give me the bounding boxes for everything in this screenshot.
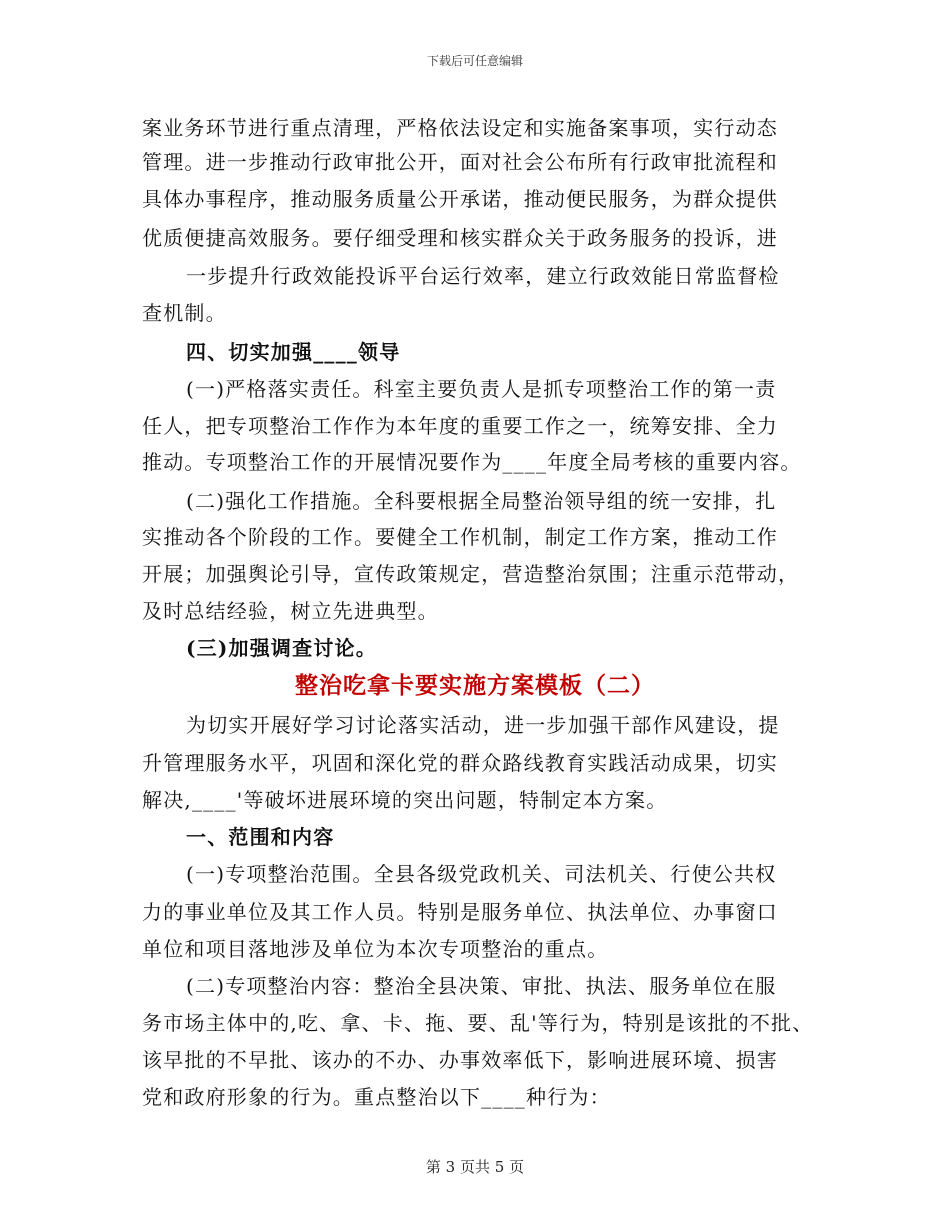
- paragraph-line: 及时总结经验，树立先进典型。: [142, 599, 439, 623]
- paragraph-line: 查机制。: [142, 301, 227, 325]
- paragraph-line: 为切实开展好学习讨论落实活动，进一步加强干部作风建设，提: [186, 713, 780, 737]
- paragraph-line: 管理。进一步推动行政审批公开，面对社会公布所有行政审批流程和: [142, 150, 778, 174]
- document-title: 整治吃拿卡要实施方案模板（二）: [295, 672, 655, 699]
- paragraph-line: 实推动各个阶段的工作。要健全工作机制，制定工作方案，推动工作: [142, 525, 778, 549]
- paragraph-line: 务市场主体中的,吃、拿、卡、拖、要、乱'等行为，特别是该批的不批、: [142, 1011, 814, 1035]
- paragraph-line: (一)严格落实责任。科室主要负责人是抓专项整治工作的第一责: [186, 377, 777, 401]
- paragraph-line: 升管理服务水平，巩固和深化党的群众路线教育实践活动成果，切实: [142, 751, 778, 775]
- paragraph-line: 单位和项目落地涉及单位为本次专项整治的重点。: [142, 937, 609, 961]
- paragraph-line: (二)强化工作措施。全科要根据全局整治领导组的统一安排，扎: [186, 489, 777, 513]
- page-footer: 第 3 页共 5 页: [425, 1158, 525, 1176]
- section-heading: 四、切实加强____领导: [186, 340, 401, 364]
- paragraph-line: 党和政府形象的行为。重点整治以下____种行为：: [142, 1085, 611, 1109]
- paragraph-line: (二)专项整治内容：整治全县决策、审批、执法、服务单位在服: [186, 974, 777, 998]
- paragraph-line: 一步提升行政效能投诉平台运行效率，建立行政效能日常监督检: [186, 264, 780, 288]
- paragraph-line: 具体办事程序，推动服务质量公开承诺，推动便民服务，为群众提供: [142, 187, 778, 211]
- section-heading: (三)加强调查讨论。: [186, 636, 377, 660]
- page-header: 下载后可任意编辑: [426, 54, 523, 68]
- paragraph-line: 优质便捷高效服务。要仔细受理和核实群众关于政务服务的投诉，进: [142, 226, 778, 250]
- paragraph-line: 推动。专项整治工作的开展情况要作为____年度全局考核的重要内容。: [142, 450, 802, 474]
- paragraph-line: 案业务环节进行重点清理，严格依法设定和实施备案事项，实行动态: [142, 116, 778, 140]
- section-heading: 一、范围和内容: [186, 825, 335, 849]
- paragraph-line: 该早批的不早批、该办的不办、办事效率低下，影响进展环境、损害: [142, 1048, 778, 1072]
- paragraph-line: 开展；加强舆论引导，宣传政策规定，营造整治氛围；注重示范带动，: [142, 562, 800, 586]
- paragraph-line: 解决,____'等破坏进展环境的突出问题，特制定本方案。: [142, 788, 668, 812]
- paragraph-line: 任人，把专项整治工作作为本年度的重要工作之一，统筹安排、全力: [142, 414, 778, 438]
- paragraph-line: (一)专项整治范围。全县各级党政机关、司法机关、行使公共权: [186, 862, 777, 886]
- paragraph-line: 力的事业单位及其工作人员。特别是服务单位、执法单位、办事窗口: [142, 900, 778, 924]
